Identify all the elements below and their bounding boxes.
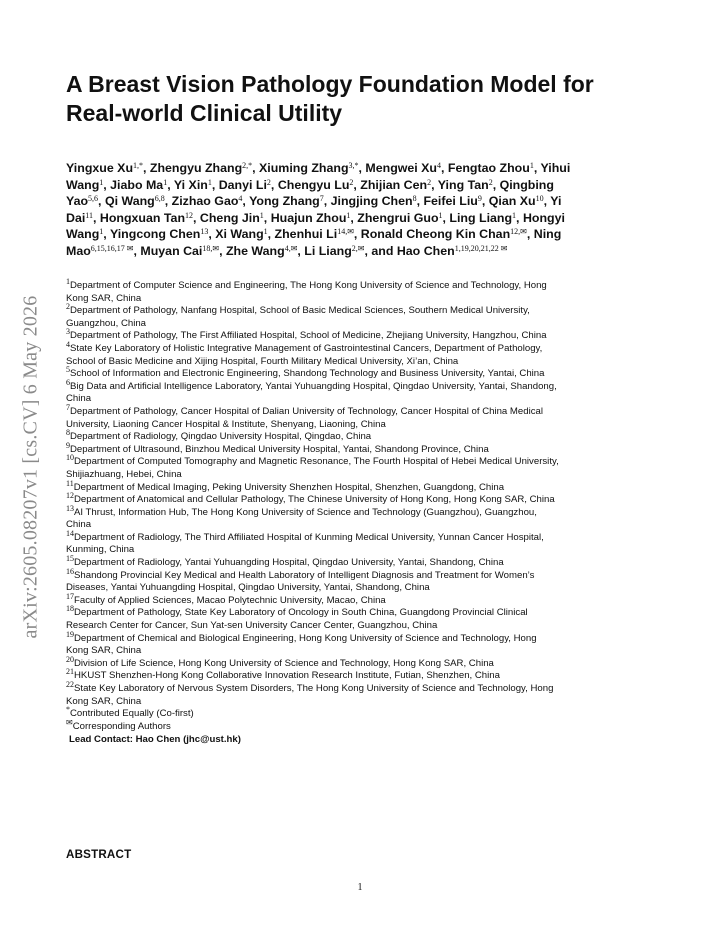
affiliation-item	[66, 478, 660, 495]
affiliation-text	[66, 554, 660, 570]
author-affiliation-marker: 1	[263, 227, 268, 237]
affiliation-item	[66, 365, 660, 381]
affiliation-marker: 17	[66, 591, 74, 601]
affiliation-marker: 6	[66, 377, 70, 387]
affiliation-line: Department of Radiology, The Third Affiliated Hospital of Kunming Medical University, Yunnan Cancer Hospital,	[74, 531, 544, 543]
affiliation-item	[66, 705, 660, 721]
author-affiliation-marker: 1,*	[133, 161, 144, 170]
affiliation-line: Department of Medical Imaging, Peking University Shenzhen Hospital, Shenzhen, Guangdong, China	[73, 481, 505, 493]
affiliation-text	[66, 327, 660, 343]
affiliation-line: Department of Pathology, State Key Laboratory of Oncology in South China, Guangdong Provincial Clinical	[74, 607, 528, 619]
author-affiliation-marker: 10	[535, 194, 544, 204]
affiliation-text	[66, 680, 660, 696]
affiliation-item	[66, 327, 660, 343]
affiliation-marker: 15	[66, 554, 74, 564]
author-name: Cheng Jin	[199, 210, 260, 225]
author-name: Zhijian Cen	[360, 177, 428, 192]
affiliation-item	[66, 440, 660, 457]
author-name: Hongxuan Tan	[99, 210, 186, 225]
affiliation-marker: 10	[66, 453, 74, 463]
author-name: Zhe Wang	[225, 243, 285, 258]
author-name: Mao	[66, 243, 91, 258]
affiliation-marker: 22	[66, 680, 74, 689]
author-name: Hongyi	[522, 210, 565, 225]
author-affiliation-marker: 1,19,20,21,22 ✉	[454, 243, 508, 253]
author-name: Xi Wang	[215, 227, 264, 242]
affiliation-text	[66, 654, 660, 671]
title-line: Real-world Clinical Utility	[66, 100, 343, 126]
author-name: Wang	[66, 177, 100, 192]
author-name: Zhengrui Guo	[357, 210, 439, 225]
affiliation-text	[66, 705, 660, 721]
affiliation-line: Department of Pathology, The First Affiliated Hospital, School of Medicine, Zhejiang University, Hangzhou, China	[70, 330, 547, 342]
author-affiliation-marker: 12,✉	[510, 227, 527, 237]
affiliation-text	[66, 428, 660, 444]
author-name: Muyan Cai	[140, 243, 203, 258]
affiliation-line: Guangzhou, China	[66, 317, 147, 329]
author-affiliation-marker: 11	[85, 210, 93, 220]
affiliation-item	[66, 377, 660, 406]
affiliation-marker: 9	[66, 440, 70, 450]
author-list	[66, 160, 660, 260]
affiliation-line: University, Liaoning Cancer Hospital & Institute, Shenyang, Liaoning, China	[66, 418, 386, 430]
affiliation-line: Faculty of Applied Sciences, Macao Polytechnic University, Macao, China	[74, 594, 386, 606]
author-affiliation-marker: 9	[477, 194, 482, 204]
arxiv-identifier: arXiv:2605.08207v1 [cs.CV] 6 May 2026	[19, 295, 42, 639]
affiliation-line: Diseases, Yantai Yuhuangding Hospital, Qingdao University, Yantai, Shandong, China	[66, 582, 430, 594]
arxiv-stamp	[14, 262, 48, 672]
affiliation-text	[66, 503, 660, 520]
affiliation-text	[66, 667, 660, 683]
affiliation-line: Department of Radiology, Qingdao University Hospital, Qingdao, China	[70, 431, 372, 443]
author-affiliation-marker: 12	[185, 210, 194, 220]
author-affiliation-marker: 4	[238, 194, 243, 204]
author-affiliation-marker: 13	[200, 227, 209, 237]
author-name: Chengyu Lu	[277, 177, 350, 192]
author-name: Ling Liang	[449, 210, 513, 225]
affiliation-item	[66, 302, 660, 330]
author-affiliation-marker: 1	[163, 177, 168, 187]
affiliation-item	[66, 667, 660, 683]
affiliation-item	[66, 680, 660, 708]
author-name: Qingbing	[499, 177, 554, 192]
affiliation-item	[66, 654, 660, 671]
affiliation-item	[66, 566, 660, 595]
affiliation-item	[66, 428, 660, 444]
affiliation-marker: 20	[66, 654, 74, 664]
affiliation-marker: 3	[66, 327, 70, 337]
author-affiliation-marker: 8	[412, 194, 417, 204]
author-affiliation-marker: 4	[437, 161, 442, 170]
author-line: Wang$^1$, Yingcong Chen$^{13}$, Xi Wang$^1$, Zhenhui $Li^{14,✉}$, Ronald Cheong Kin Chan$^{12,✉}$, Ning	[66, 227, 562, 242]
author-line: Dai$^{11}$, Hongxuan Tan$^{12}$, Cheng Jin$^1$, Huajun Zhou$^1$, Zhengrui Guo$^1$, Ling Liang$^1$, Hongyi	[66, 210, 565, 225]
abstract-heading: ABSTRACT	[66, 848, 132, 861]
author-name: Yao	[66, 194, 89, 209]
affiliation-marker: 13	[66, 503, 74, 513]
affiliation-text	[66, 717, 660, 734]
author-affiliation-marker: 1	[438, 210, 443, 220]
author-name: Yingcong Chen	[109, 227, 201, 242]
author-line: Wang$^1$, Jiabo Ma$^1$, Yi Xin$^1$, Danyi Li$^2$, Chengyu Lu$^2$, Zhijian Cen$^2$, Ying Tan$^2$, Qingbing	[66, 177, 554, 192]
affiliation-line: Department of Chemical and Biological Engineering, Hong Kong University of Science and Technology, Hong	[74, 632, 537, 644]
author-affiliation-marker: 2	[266, 177, 271, 187]
author-name: Yihui	[540, 161, 571, 175]
author-affiliation-marker: 1	[99, 177, 104, 187]
affiliation-marker: 5	[66, 365, 70, 375]
affiliation-text	[66, 402, 660, 419]
author-name: Huajun Zhou	[270, 210, 347, 225]
author-affiliation-marker: 1	[259, 210, 264, 220]
affiliation-line: Department of Computed Tomography and Magnetic Resonance, The Fourth Hospital of Hebei Medical University,	[74, 456, 559, 468]
affiliation-line: Kunming, China	[66, 544, 135, 556]
affiliation-item	[66, 453, 660, 481]
affiliation-line: Research Center for Cancer, Sun Yat-sen University Cancer Center, Guangzhou, China	[66, 620, 438, 632]
title-line: A Breast Vision Pathology Foundation Model for	[66, 71, 594, 97]
affiliation-line: Department of Ultrasound, Binzhou Medical University Hospital, Yantai, Shandong Province, China	[70, 443, 489, 455]
author-affiliation-marker: 2,✉	[351, 243, 365, 253]
affiliation-line: State Key Laboratory of Holistic Integrative Management of Gastrointestinal Cancers, Department of Pathology,	[70, 342, 543, 354]
affiliation-text	[66, 478, 660, 495]
author-affiliation-marker: 6,8	[154, 194, 165, 204]
affiliation-item	[66, 528, 660, 557]
affiliation-item	[66, 591, 660, 608]
affiliation-marker: 2	[66, 302, 70, 312]
affiliation-line: School of Information and Electronic Engineering, Shandong Technology and Business University, Yantai, China	[70, 368, 545, 380]
affiliation-item	[66, 554, 660, 570]
author-affiliation-marker: 7	[319, 194, 324, 204]
affiliation-text	[66, 629, 660, 646]
author-line: Yao$^{5,6}$, Qi Wang$^{6,8}$, Zizhao Gao$^4$, Yong Zhang$^7$, Jingjing Chen$^8$, Feifei Liu$^9$, Qian Xu$^{10}$, Yi	[66, 194, 562, 209]
author-name: Qian Xu	[488, 194, 536, 209]
affiliation-marker: 19	[66, 629, 74, 639]
author-name: Xiuming Zhang	[259, 161, 349, 175]
author-name: Zhengyu Zhang	[149, 161, 243, 175]
affiliation-line: Kong SAR, China	[66, 292, 142, 304]
author-affiliation-marker: 3,*	[348, 161, 359, 170]
affiliation-line: Kong SAR, China	[66, 695, 142, 707]
author-name: Yingxue Xu	[66, 161, 134, 175]
affiliation-line: Department of Radiology, Yantai Yuhuangding Hospital, Qingdao University, Yantai, Shandong, China	[74, 557, 504, 569]
affiliation-line: School of Basic Medicine and Xijing Hospital, Fourth Military Medical University, Xi’an, China	[66, 355, 459, 367]
affiliation-item	[66, 402, 660, 431]
affiliation-line: Shandong Provincial Key Medical and Health Laboratory of Intelligent Diagnosis and Treatment for Women’s	[74, 569, 535, 581]
author-name: Zhenhui Li	[274, 227, 338, 242]
author-affiliation-marker: 2	[488, 177, 493, 187]
paper-title	[66, 70, 666, 128]
affiliation-marker: 14	[66, 528, 74, 538]
affiliation-text	[66, 365, 660, 381]
author-name: Jiabo Ma	[110, 177, 164, 192]
author-line: Yingxue $Xu^{1,*}$, Zhengyu Zhang$^{2,*}$, Xiuming Zhang$^{3,*}$, Mengwei Xu$^4$, Fengtao Zhou$^1$, Yihui	[66, 161, 571, 175]
author-name: Yi Xin	[173, 177, 208, 192]
affiliation-marker: 16	[66, 566, 74, 576]
author-affiliation-marker: 1	[207, 177, 212, 187]
author-affiliation-marker: 18,✉	[202, 243, 220, 253]
affiliation-marker: 7	[66, 402, 70, 412]
affiliation-text	[66, 277, 660, 293]
affiliation-line: State Key Laboratory of Nervous System Disorders, The Hong Kong University of Science and Technology, Hong	[74, 683, 554, 694]
affiliation-text	[66, 604, 660, 620]
author-affiliation-marker: 14,✉	[337, 227, 354, 237]
author-name: and Hao Chen	[371, 243, 455, 258]
affiliation-marker: *	[66, 705, 70, 715]
affiliation-line: Kong SAR, China	[66, 645, 142, 657]
affiliation-marker: 8	[66, 428, 70, 438]
affiliation-text	[66, 453, 660, 469]
affiliation-line: Division of Life Science, Hong Kong University of Science and Technology, Hong Kong SAR, China	[74, 657, 494, 669]
affiliation-line: Department of Computer Science and Engineering, The Hong Kong University of Science and Technology, Hong	[70, 280, 547, 291]
affiliation-item	[66, 717, 660, 734]
affiliation-text	[66, 528, 660, 545]
affiliation-text	[66, 491, 660, 507]
affiliation-item	[66, 629, 660, 658]
affiliation-line: China	[66, 393, 92, 405]
author-affiliation-marker: 2,*	[242, 161, 253, 170]
affiliation-marker: 4	[66, 339, 70, 349]
author-name: Feifei Liu	[423, 194, 478, 209]
author-name: Ning	[533, 227, 562, 242]
affiliation-marker: 18	[66, 604, 74, 614]
affiliation-marker: 21	[66, 667, 74, 677]
affiliation-text	[66, 440, 660, 457]
affiliation-item	[66, 604, 660, 632]
affiliation-list	[66, 277, 660, 747]
author-name: Yong Zhang	[249, 194, 320, 209]
affiliation-item	[66, 339, 660, 368]
affiliation-item	[66, 491, 660, 507]
author-name: Danyi Li	[218, 177, 267, 192]
affiliation-line: Department of Anatomical and Cellular Pathology, The Chinese University of Hong Kong, Hong Kong SAR, China	[74, 494, 555, 506]
author-name: Wang	[66, 227, 100, 242]
author-name: Zizhao Gao	[171, 194, 239, 209]
author-name: Ying Tan	[437, 177, 489, 192]
author-line: Mao$^{6,15,16,17 ✉}$, Muyan Cai$^{18,✉}$, Zhe Wang$^{4,✉}$, Li Liang$^{2,✉}$, and Hao Chen$^{1,19,20,21,22 ✉}$	[66, 243, 508, 258]
affiliation-line: Department of Pathology, Cancer Hospital of Dalian University of Technology, Cancer Hospital of China Medical	[70, 405, 543, 417]
author-name: Ronald Cheong Kin Chan	[360, 227, 511, 242]
author-name: Dai	[66, 210, 86, 225]
author-affiliation-marker: 6,15,16,17 ✉	[90, 243, 134, 253]
affiliation-line: Big Data and Artificial Intelligence Laboratory, Yantai Yuhuangding Hospital, Qingdao University, Yantai, Shandong,	[70, 380, 557, 392]
author-name: Qi Wang	[104, 194, 155, 209]
author-affiliation-marker: 5,6	[88, 194, 99, 204]
affiliation-line: Department of Pathology, Nanfang Hospital, School of Basic Medical Sciences, Southern Medical University,	[70, 305, 530, 317]
affiliation-text	[66, 339, 660, 356]
affiliation-line: AI Thrust, Information Hub, The Hong Kong University of Science and Technology (Guangzhou), Guangzhou,	[74, 506, 537, 518]
author-name: Li Liang	[304, 243, 352, 258]
affiliation-marker: ✉	[66, 717, 73, 727]
author-affiliation-marker: 1	[529, 161, 534, 170]
author-name: Yi	[550, 194, 562, 209]
author-name: Mengwei Xu	[365, 161, 438, 175]
affiliation-line: Corresponding Authors	[72, 720, 171, 732]
author-affiliation-marker: 1	[346, 210, 351, 220]
affiliation-line: Contributed Equally (Co-first)	[70, 708, 194, 720]
affiliation-line: Shijiazhuang, Hebei, China	[66, 468, 182, 480]
affiliation-text	[66, 302, 660, 318]
affiliation-item	[66, 277, 660, 305]
affiliation-text	[66, 591, 660, 608]
lead-contact: Lead Contact: Hao Chen (jhc@ust.hk)	[69, 734, 241, 746]
author-affiliation-marker: 1	[99, 227, 104, 237]
affiliation-item	[66, 503, 660, 532]
affiliation-text	[66, 377, 660, 394]
affiliation-marker: 11	[66, 478, 74, 488]
author-name: Fengtao Zhou	[447, 161, 530, 175]
author-affiliation-marker: 4,✉	[284, 243, 298, 253]
author-affiliation-marker: 1	[512, 210, 517, 220]
affiliation-line: HKUST Shenzhen-Hong Kong Collaborative Innovation Research Institute, Futian, Shenzhen, China	[74, 670, 500, 682]
affiliation-marker: 12	[66, 491, 74, 501]
affiliation-marker: 1	[66, 277, 70, 286]
author-affiliation-marker: 2	[349, 177, 354, 187]
page-number: 1	[357, 882, 363, 893]
author-affiliation-marker: 2	[427, 177, 432, 187]
author-name: Jingjing Chen	[330, 194, 413, 209]
affiliation-line: China	[66, 519, 92, 531]
affiliation-text	[66, 566, 660, 583]
